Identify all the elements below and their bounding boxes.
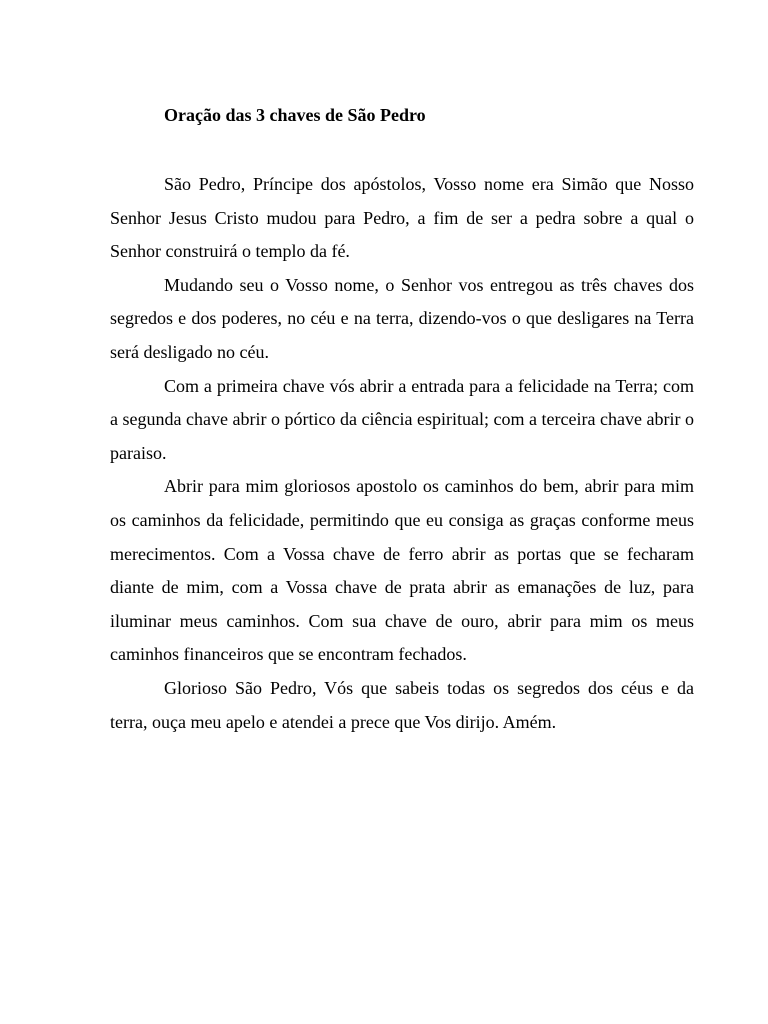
paragraph-2: Mudando seu o Vosso nome, o Senhor vos entregou as três chaves dos segredos e dos poderes, no céu e na terra, dizendo-vos o que desligares na Terra será desligado no céu. (110, 274, 694, 362)
paragraph-3: Com a primeira chave vós abrir a entrada para a felicidade na Terra; com a segunda chave abrir o pórtico da ciência espiritual; com a terceira chave abrir o paraiso. (110, 375, 694, 463)
paragraph-1: São Pedro, Príncipe dos apóstolos, Vosso nome era Simão que Nosso Senhor Jesus Cristo mudou para Pedro, a fim de ser a pedra sobre a qual o Senhor construirá o templo da fé. (110, 174, 694, 262)
document-title: Oração das 3 chaves de São Pedro (164, 105, 426, 125)
paragraph-5: Glorioso São Pedro, Vós que sabeis todas os segredos dos céus e da terra, ouça meu apelo e atendei a prece que Vos dirijo. Amém. (110, 677, 694, 732)
document-body (110, 168, 694, 739)
paragraph-4: Abrir para mim gloriosos apostolo os caminhos do bem, abrir para mim os caminhos da felicidade, permitindo que eu consiga as graças conforme meus merecimentos. Com a Vossa chave de ferro abrir as portas que se fecharam diante de mim, com a Vossa chave de prata abrir as emanações de luz, para iluminar meus caminhos. Com sua chave de ouro, abrir para mim os meus caminhos financeiros que se encontram fechados. (110, 476, 694, 665)
